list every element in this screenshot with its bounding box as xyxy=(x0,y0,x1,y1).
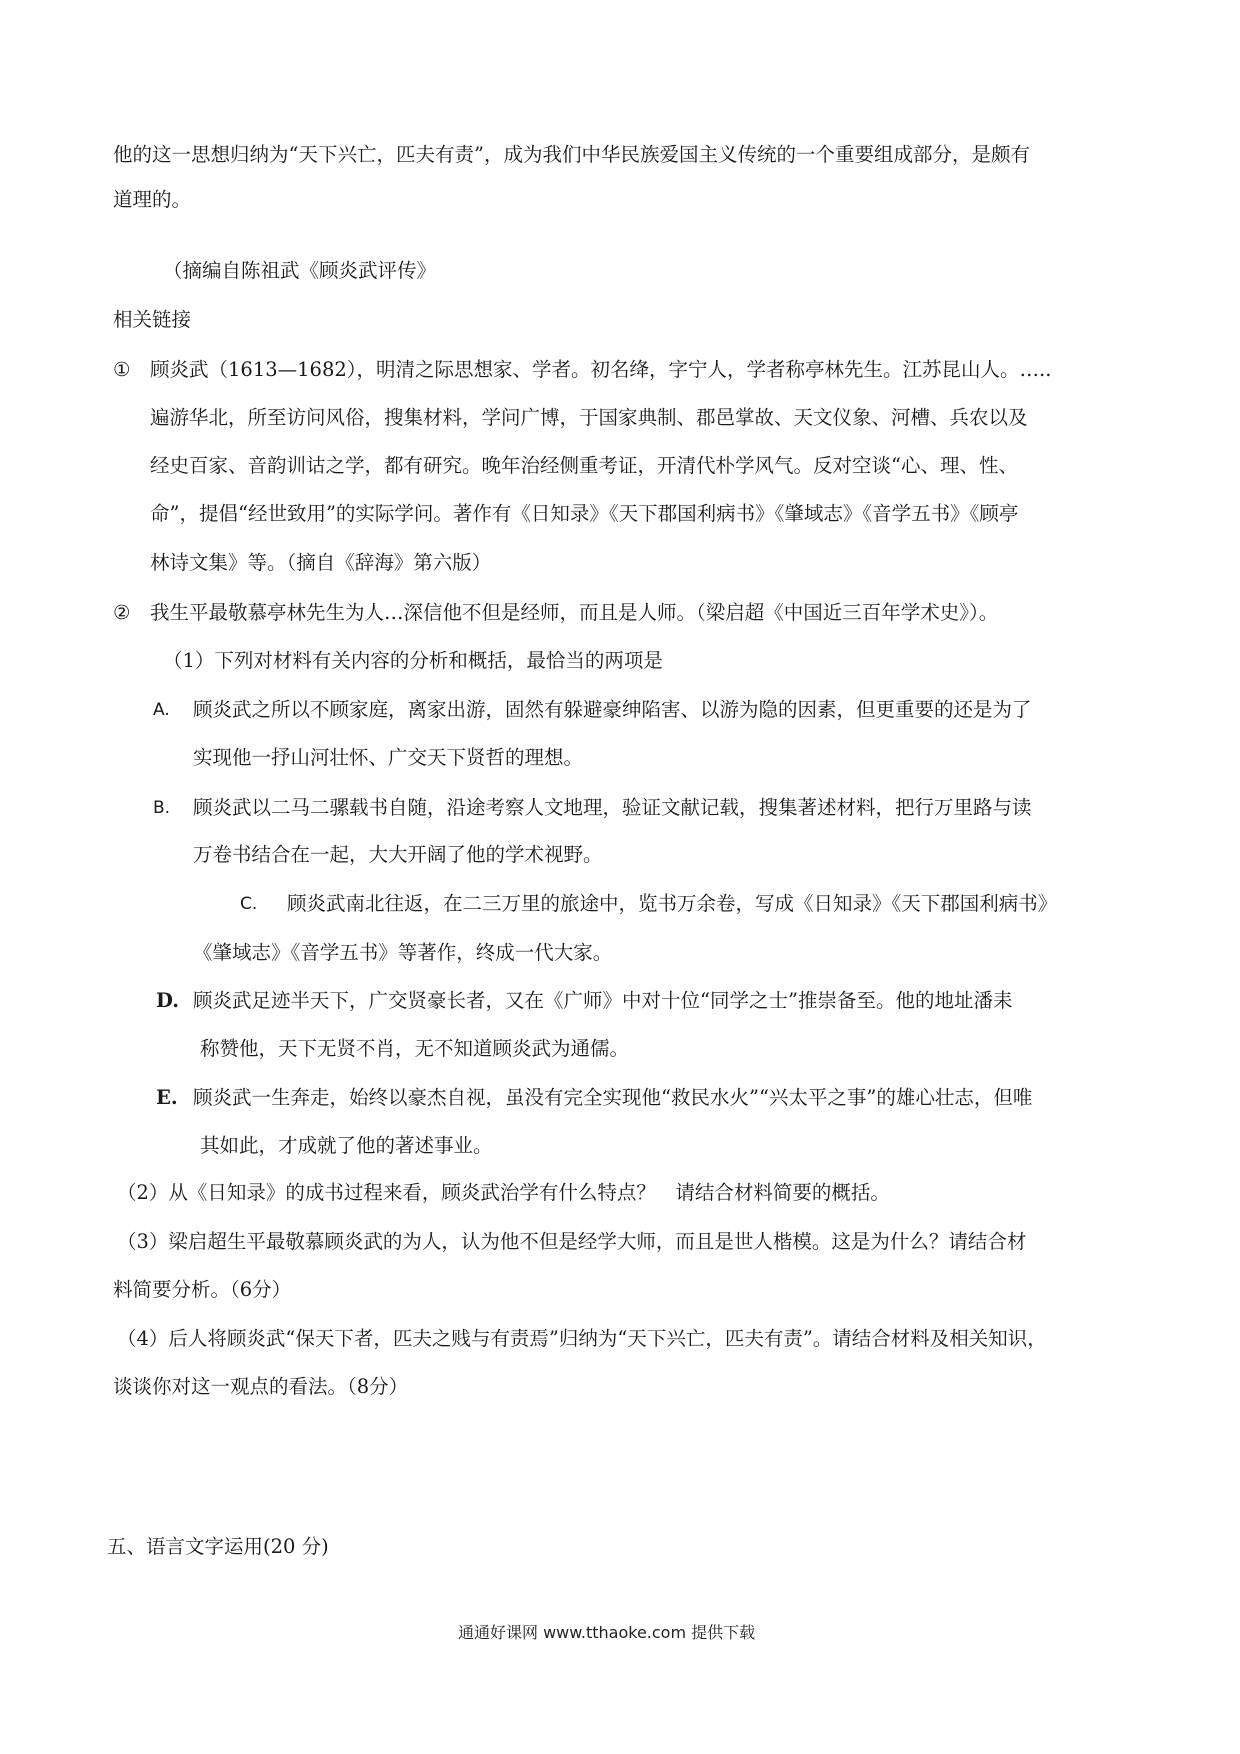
q1-option-d-letter: D. xyxy=(156,989,180,1012)
q1-option-b-line-2: 万卷书结合在一起，大大开阔了他的学术视野。 xyxy=(193,843,603,866)
link-1-line-4: 命”，提倡“经世致用”的实际学问。著作有《日知录》《天下郡国利病书》《肇域志》《音学五书》《顾亭 xyxy=(150,502,1019,525)
q2: （2）从《日知录》的成书过程来看，顾炎武治学有什么特点？ 请结合材料简要的概括。 xyxy=(117,1181,890,1204)
page-footer: 通通好课网 www.tthaoke.com 提供下载 xyxy=(458,1623,756,1642)
q1-option-c-letter: C. xyxy=(240,894,258,914)
q3-line-1: （3）梁启超生平最敬慕顾炎武的为人，认为他不但是经学大师，而且是世人楷模。这是为什么？请结合材 xyxy=(117,1230,1027,1253)
related-heading: 相关链接 xyxy=(113,308,192,331)
q1-option-b-line-1: 顾炎武以二马二骡载书自随，沿途考察人文地理，验证文献记载，搜集著述材料，把行万里路与读 xyxy=(193,796,1032,819)
q1-option-e-line-2: 其如此，才成就了他的著述事业。 xyxy=(200,1134,493,1157)
link-1-line-1: 顾炎武（1613—1682），明清之际思想家、学者。初名绛，字宁人，学者称亭林先生。江苏昆山人。….. xyxy=(150,358,1052,381)
link-1-line-2: 遍游华北，所至访问风俗，搜集材料，学问广博，于国家典制、郡邑掌故、天文仪象、河槽、兵农以及 xyxy=(150,406,1028,429)
q1-stem: （1）下列对材料有关内容的分析和概括，最恰当的两项是 xyxy=(163,649,663,672)
link-2-line-1: 我生平最敬慕亭林先生为人…深信他不但是经师，而且是人师。（梁启超《中国近三百年学术史》）。 xyxy=(150,601,999,624)
intro-line-2: 道理的。 xyxy=(113,188,192,211)
link-1-line-5: 林诗文集》等。（摘自《辞海》第六版） xyxy=(150,551,492,574)
source-note: （摘编自陈祖武《顾炎武评传》 xyxy=(163,259,437,282)
q1-option-e-letter: E. xyxy=(156,1086,178,1109)
section-5-title: 五、语言文字运用(20 分) xyxy=(107,1535,329,1558)
q1-option-a-line-1: 顾炎武之所以不顾家庭，离家出游，固然有躲避豪绅陷害、以游为隐的因素，但更重要的还是为了 xyxy=(193,698,1032,721)
link-2-marker: ② xyxy=(113,601,131,624)
q4-line-2: 谈谈你对这一观点的看法。（8分） xyxy=(113,1375,409,1398)
q1-option-c-line-2: 《肇域志》《音学五书》等著作，终成一代大家。 xyxy=(193,941,613,964)
q1-option-e-line-1: 顾炎武一生奔走，始终以豪杰自视，虽没有完全实现他“救民水火”“兴太平之事”的雄心壮志，但唯 xyxy=(193,1086,1033,1109)
q1-option-a-letter: A. xyxy=(153,700,170,720)
link-1-marker: ① xyxy=(113,358,131,381)
q1-option-c-line-1: 顾炎武南北往返，在二三万里的旅途中，览书万余卷，写成《日知录》《天下郡国利病书》 xyxy=(287,892,1058,915)
q1-option-d-line-1: 顾炎武足迹半天下，广交贤豪长者，又在《广师》中对十位“同学之士”推崇备至。他的地址潘耒 xyxy=(193,989,1013,1012)
link-1-line-3: 经史百家、音韵训诂之学，都有研究。晚年治经侧重考证，开清代朴学风气。反对空谈“心、理、性、 xyxy=(150,454,1018,477)
q1-option-d-line-2: 称赞他，天下无贤不肖，无不知道顾炎武为通儒。 xyxy=(200,1037,630,1060)
q1-option-b-letter: B. xyxy=(153,798,171,818)
q3-line-2: 料简要分析。（6分） xyxy=(113,1278,292,1301)
intro-line-1: 他的这一思想归纳为“天下兴亡，匹夫有责”，成为我们中华民族爱国主义传统的一个重要组成部分，是颇有 xyxy=(113,143,1030,166)
q1-option-a-line-2: 实现他一抒山河壮怀、广交天下贤哲的理想。 xyxy=(193,746,584,769)
q4-line-1: （4）后人将顾炎武“保天下者，匹夫之贱与有责焉”归纳为“天下兴亡，匹夫有责”。请结合材料及相关知识， xyxy=(117,1327,1047,1350)
